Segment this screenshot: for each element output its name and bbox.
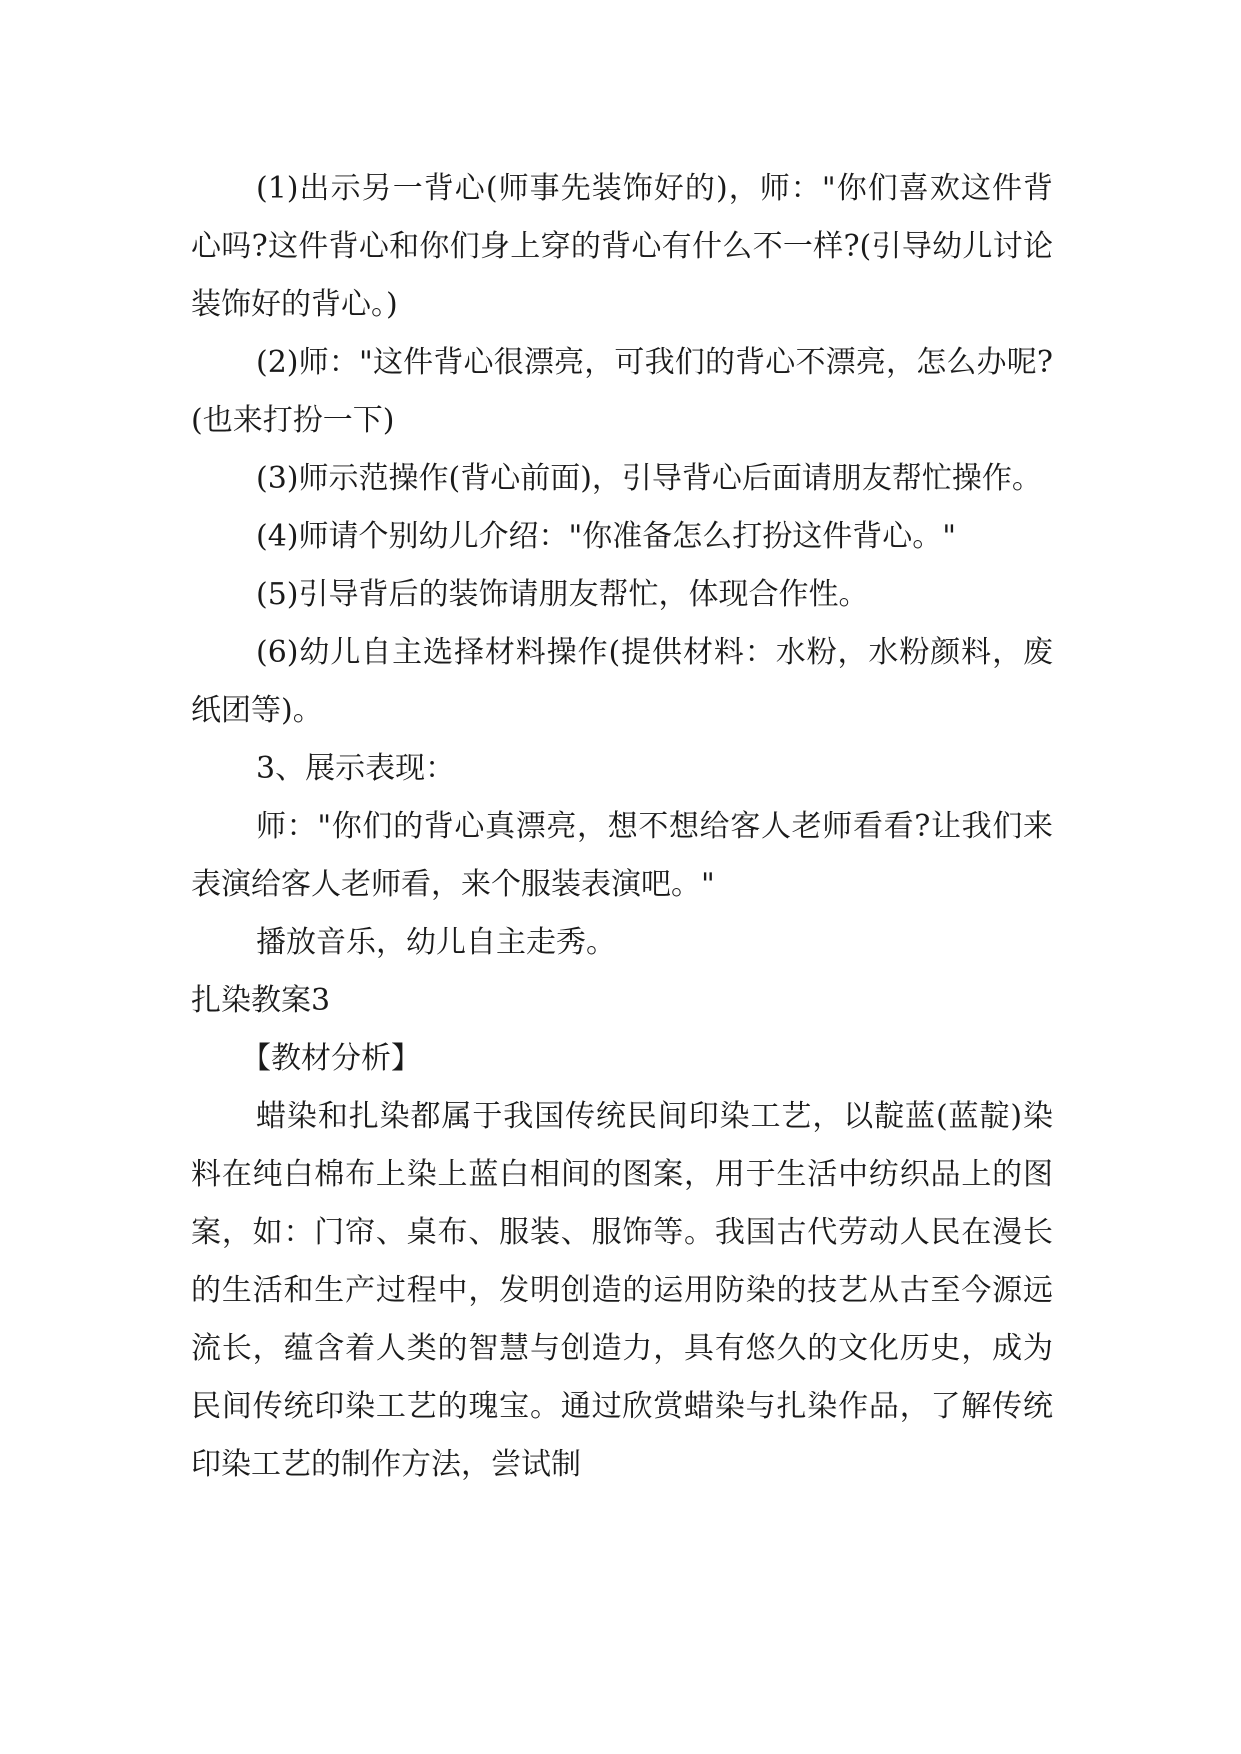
- paragraph-step-3: (3)师示范操作(背心前面)，引导背心后面请朋友帮忙操作。: [256, 461, 1042, 496]
- paragraph-material-analysis: 蜡染和扎染都属于我国传统民间印染工艺，以靛蓝(蓝靛)染料在纯白棉布上染上蓝白相间的图案，用于生活中纺织品上的图案，如：门帘、桌布、服装、服饰等。我国古代劳动人民在漫长的生活和生产过程中，发明创造的运用防染的技艺从古至今源远流长，蕴含着人类的智慧与创造力，具有悠久的文化历史，成为民间传统印染工艺的瑰宝。通过欣赏蜡染与扎染作品，了解传统印染工艺的制作方法，尝试制: [191, 1099, 1053, 1482]
- paragraph-step-1: (1)出示另一背心(师事先装饰好的)，师："你们喜欢这件背心吗?这件背心和你们身上穿的背心有什么不一样?(引导幼儿讨论装饰好的背心。): [191, 171, 1053, 322]
- paragraph-step-4: (4)师请个别幼儿介绍："你准备怎么打扮这件背心。": [256, 519, 957, 554]
- section-heading-material-analysis: 【教材分析】: [241, 1041, 421, 1076]
- document-body: [191, 160, 1053, 1494]
- paragraph-step-6: (6)幼儿自主选择材料操作(提供材料：水粉，水粉颜料，废纸团等)。: [191, 635, 1053, 728]
- paragraph-music: 播放音乐，幼儿自主走秀。: [256, 925, 616, 960]
- paragraph-teacher-speech: 师："你们的背心真漂亮，想不想给客人老师看看?让我们来表演给客人老师看，来个服装表演吧。": [191, 809, 1053, 902]
- section-heading-display: 3、展示表现：: [256, 751, 456, 786]
- paragraph-step-2: (2)师："这件背心很漂亮，可我们的背心不漂亮，怎么办呢?(也来打扮一下): [191, 345, 1053, 438]
- paragraph-step-5: (5)引导背后的装饰请朋友帮忙，体现合作性。: [256, 577, 869, 612]
- lesson-plan-title: 扎染教案3: [191, 983, 331, 1018]
